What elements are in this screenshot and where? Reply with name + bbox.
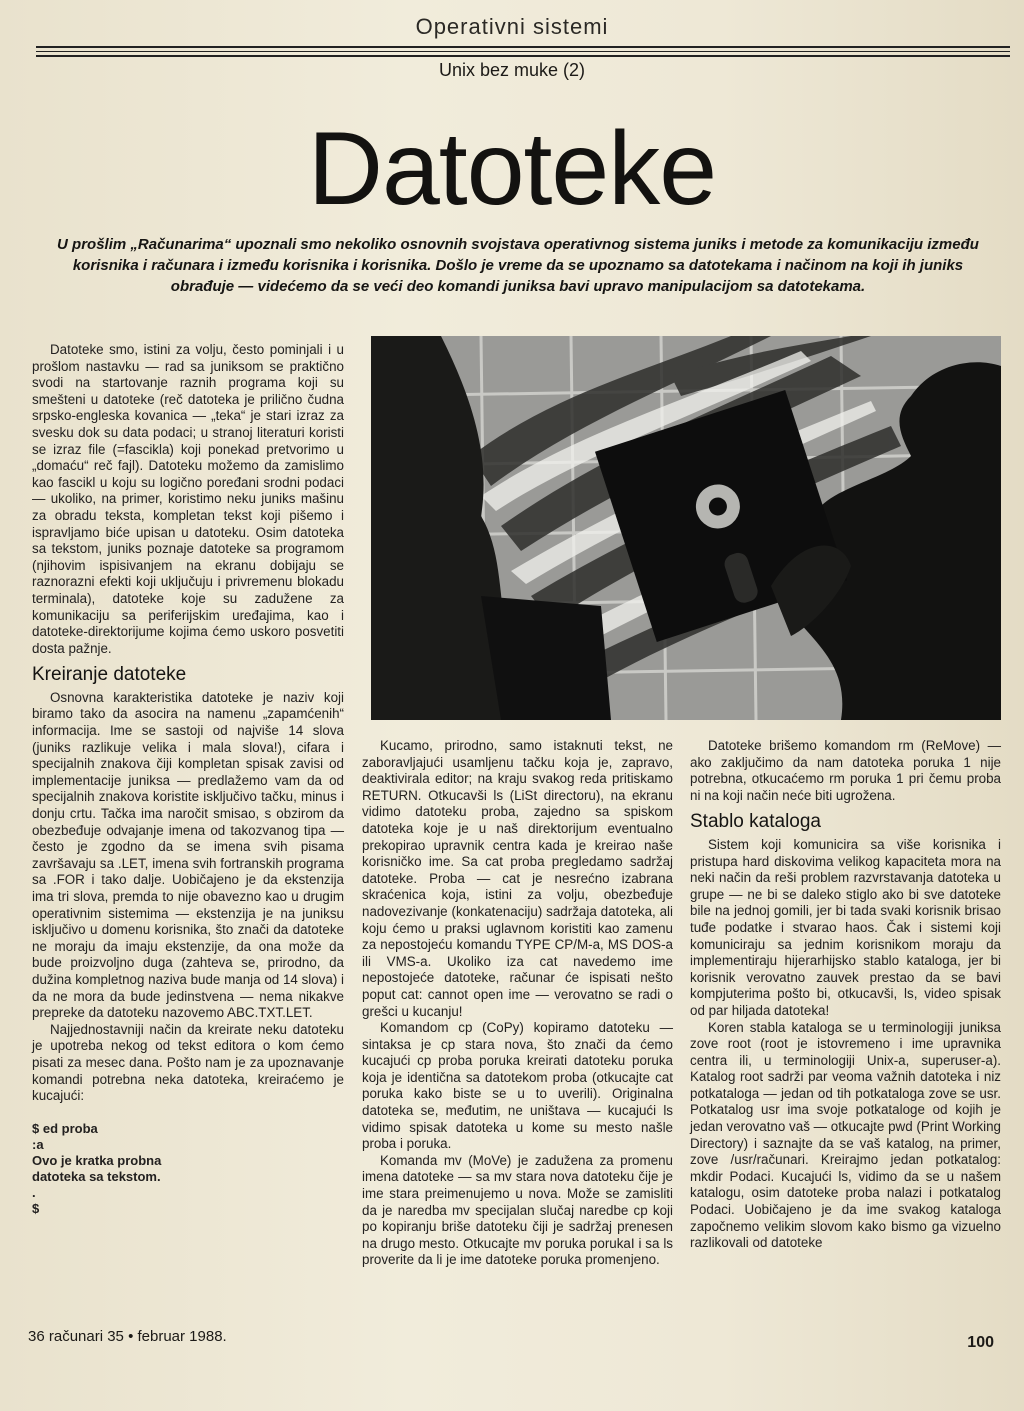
photo-illustration xyxy=(371,336,1001,720)
section-heading: Kreiranje datoteke xyxy=(32,664,187,686)
section-title: Operativni sistemi xyxy=(415,14,609,39)
code-line: $ xyxy=(32,1200,40,1216)
page-number: 100 xyxy=(967,1334,994,1351)
code-example xyxy=(32,1121,344,1217)
paragraph: Kucamo, prirodno, samo istaknuti tekst, ne zaboravljajući usamljenu tačku koja je, zapravo, deaktivirala editor; na kraju svakog reda pritiskamo RETURN. Otkucavši ls (LiSt directoru), na ekranu vidimo datoteku proba, zajedno sa spiskom datoteka koje je u naš direktorijum eventualno prekopirao upravnik centra kada je kreirao naše korisničko ime. Sa cat proba pregledamo sadržaj datoteke. Proba — cat je nesrećno izabrana skraćenica koja, istini za volju, obezbeđuje nadovezivanje (konkatenaciju) sadržaja datoteka, ali koju ćemo u praksi uglavnom koristiti kao zamenu za nepostojeću komandu TYPE CP/M-a, MS DOS-a ili VMS-a. Ukoliko iza cat navedemo ime nepostojeće datoteke, računar će ispisati nešto poput cat: cannot open ime — verovatno se radi o grešci u kucanju! xyxy=(362,738,673,1019)
paragraph: Najjednostavniji način da kreirate neku datoteku je upotreba nekog od tekst editora o kom ćemo pisati za mesec dana. Pošto nam je za upoznavanje komandi potrebna neka datoteka, kreiraćemo je kucajući: xyxy=(32,1021,344,1104)
paragraph: Koren stabla kataloga se u terminologiji juniksa zove root (root je istovremeno i ime upravnika centra ili, u terminologiji Unix-a, superuser-a). Katalog root sadrži par veoma važnih datoteka i niz potkataloga — jedan od tih potkataloga zove se usr. Potkatalog usr ima svoje potkataloge od kojih je jedan verovatno vaš — otkucajte pwd (Print Working Directory) i saznajte da se vaš katalog, na primer, zove /usr/računari. Kreirajmo jedan potkatalog: mkdir Podaci. Kucajući ls, vidimo da se u našem katalogu, osim datoteke proba nalazi i potkatalog Podaci. Uobičajeno je da ime svakog kataloga započnemo velikim slovom kako bismo ga vizuelno razlikovali od datoteke xyxy=(690,1019,1001,1251)
article-lead: U prošlim „Računarima“ upoznali smo nekoliko osnovnih svojstava operativnog sistema juniks i metode za komunikaciju između korisnika i računara i između korisnika i korisnika. Došlo je vreme da se upoznamo sa datotekama i načinom na koji ih juniks obrađuje — videćemo da se veći deo komandi juniksa bavi upravo manipulacijom sa datotekama. xyxy=(57,236,979,295)
paragraph: Sistem koji komunicira sa više korisnika i pristupa hard diskovima velikog kapaciteta mora na neki način da reši problem razvrstavanja datoteka u grupe — ne bi se daleko stiglo ako bi sve datoteke bile na jednoj gomili, jer bi tada svaki korisnik brisao tuđe podatke i stvarao haos. Čak i sistemi koji komuniciraju sa jednim korisnikom moraju da implementiraju hijerarhijsko stablo kataloga, jer bi korisnik verovatno zauvek prestao da se bavi kompjuterima pošto bi, otkucavši, ls, video spisak od par hiljada datoteka! xyxy=(690,836,1001,1018)
paragraph: Komanda mv (MoVe) je zadužena za promenu imena datoteke — sa mv stara nova datoteku čije je ime stara preimenujemo u nova. Može se zamisliti da je naredba mv specijalan slučaj naredbe cp koji po kopiranju briše datoteku čiji je sadržaj prenesen na drugo mesto. Otkucajte mv poruka porukaI i sa ls proverite da li je ime datoteke poruka promenjeno. xyxy=(362,1152,673,1268)
paragraph: Komandom cp (CoPy) kopiramo datoteku — sintaksa je cp stara nova, što znači da ćemo kucajući cp proba poruka kreirati datoteku poruka koja je identična sa datotekom proba (otkucajte cat poruka kako biste se u to uverili). Originalna datoteka se, međutim, ne uništava — kucajući ls vidimo spisak datoteka u kome su mesto našle proba i poruka. xyxy=(362,1020,673,1152)
section-heading: Stablo kataloga xyxy=(690,811,821,833)
paragraph: Datoteke brišemo komandom rm (ReMove) — ako zaključimo da nam datoteka poruka 1 nije potrebna, otkucaćemo rm poruka 1 pri čemu proba ni na koji način neće biti ugrožena. xyxy=(690,738,1001,803)
column-left xyxy=(32,342,344,1217)
code-line: . xyxy=(32,1184,36,1200)
code-line: $ ed proba xyxy=(32,1120,98,1136)
article-photo xyxy=(371,336,1001,720)
article-title: Datoteke xyxy=(307,111,717,227)
column-middle xyxy=(362,738,673,1269)
code-line: :a xyxy=(32,1136,44,1152)
code-line: Ovo je kratka probna xyxy=(32,1152,162,1168)
series-subtitle: Unix bez muke (2) xyxy=(438,60,586,80)
code-line: datoteka sa tekstom. xyxy=(32,1168,161,1184)
header-rule xyxy=(36,46,1010,48)
paragraph: Osnovna karakteristika datoteke je naziv koji biramo tako da asocira na namenu „zapamćenih“ informacija. Ime se sastoji od najviše 14 slova (juniks razlikuje velika i mala slova!), cifara i specijalnih znakova čiji kompletan spisak zavisi od implementacije juniksa — predlažemo vam da od specijalnih znakova koristite isključivo tačku, minus i donju crtu. Tačka ima naročit smisao, s obzirom da obezbeđuje odvajanje imena od takozvanog tipa — često je zgodno da se imena svih pisama završavaju sa .LET, imena svih fortranskih programa sa .FOR i tako dalje. Uobičajeno je da ekstenzija ima tri slova, premda to nije obavezno kao u drugim operativnim sistemima — ekstenzija je na juniksu isključivo u domenu korisnika, što znači da datoteke ne moraju da imaju ekstenzije, da ona može da bude proizvoljno duga (zahteva se, prirodno, da dužina kompletnog naziva bude manja od 14 slova) i da ne mora da bude jedinstvena — nema nikakve prepreke da datoteku nazovemo ABC.TXT.LET. xyxy=(32,689,344,1021)
header-rule xyxy=(36,55,1010,57)
header-rule xyxy=(36,51,1010,52)
page-footer: 36 računari 35 • februar 1988. xyxy=(28,1328,227,1345)
paragraph: Datoteke smo, istini za volju, često pominjali i u prošlom nastavku — rad sa juniksom se praktično svodi na startovanje raznih programa koji su smešteni u datoteke (reč datoteka je prilično čudna srpsko-engleska kovanica — „teka“ je stari izraz za svesku dok su data podaci; u stranoj literaturi koristi se izraz file (=fascikla) koji ponekad pretvorimo u „domaću“ reč fajl). Datoteku možemo da zamislimo kao fascikl u koju su logično poređani srodni podaci — ukoliko, na primer, koristimo neku juniks mašinu za obradu teksta, kompletan tekst koji pišemo i ispravljamo biće upisan u datoteku. Osim datoteka sa tekstom, juniks poznaje datoteke sa programom (njihovim ispisivanjem na ekranu dobijaju se raznorazni efekti koji uključuju i privremenu blokadu terminala), datoteke koje su zadužene za komunikaciju sa periferijskim uređajima, kao i datoteke-direktorijume kojima ćemo uskoro posvetiti dosta pažnje. xyxy=(32,342,344,656)
column-right xyxy=(690,738,1001,1252)
